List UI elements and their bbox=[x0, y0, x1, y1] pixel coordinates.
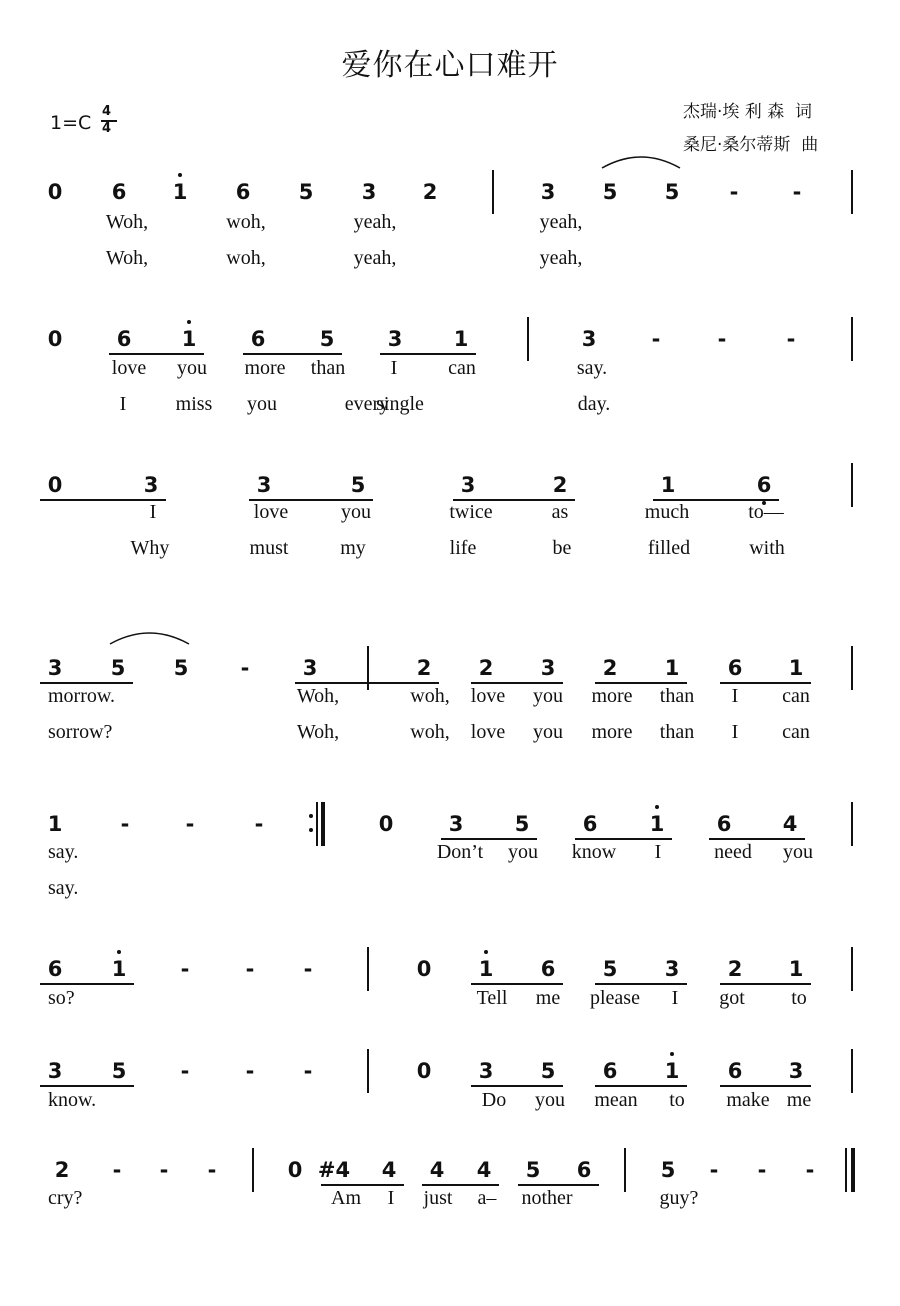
lyric-verse-2: yeah, bbox=[539, 247, 583, 269]
note: - bbox=[245, 957, 255, 981]
lyric-verse-1: you bbox=[535, 1089, 565, 1111]
note: 6 bbox=[47, 957, 63, 981]
lyric-verse-1: as bbox=[551, 501, 569, 523]
note: 1 bbox=[453, 327, 469, 351]
note: 1 bbox=[478, 957, 494, 981]
note: 1 bbox=[660, 473, 676, 497]
eighth-beam bbox=[575, 838, 672, 840]
note: - bbox=[303, 957, 313, 981]
lyric-verse-1: know. bbox=[48, 1089, 97, 1111]
bar-line bbox=[851, 463, 853, 507]
lyric-verse-2: woh, bbox=[226, 247, 266, 269]
lyric-verse-1: Don’t bbox=[436, 841, 484, 863]
lyric-verse-1: nother bbox=[521, 1187, 573, 1209]
lyric-verse-2: with bbox=[749, 537, 785, 559]
octave-dot-high bbox=[178, 173, 182, 177]
note: - bbox=[180, 1059, 190, 1083]
octave-dot-high bbox=[117, 950, 121, 954]
note: 0 bbox=[378, 812, 394, 836]
repeat-bar-thin bbox=[316, 802, 318, 846]
note: 4 bbox=[381, 1158, 397, 1182]
note: 5 bbox=[298, 180, 314, 204]
lyric-verse-2: Woh, bbox=[296, 721, 340, 743]
lyric-verse-1: me bbox=[535, 987, 561, 1009]
lyric-verse-2: must bbox=[249, 537, 289, 559]
eighth-beam bbox=[422, 1184, 499, 1186]
note: 5 bbox=[350, 473, 366, 497]
note: 3 bbox=[478, 1059, 494, 1083]
eighth-beam bbox=[321, 1184, 404, 1186]
bar-line bbox=[367, 947, 369, 991]
note: - bbox=[303, 1059, 313, 1083]
eighth-beam bbox=[518, 1184, 599, 1186]
note: 2 bbox=[54, 1158, 70, 1182]
note: 3 bbox=[664, 957, 680, 981]
lyric-verse-1: love bbox=[111, 357, 147, 379]
lyric-verse-1: I bbox=[390, 357, 398, 379]
note: 2 bbox=[602, 656, 618, 680]
note: 2 bbox=[422, 180, 438, 204]
eighth-beam bbox=[720, 682, 811, 684]
octave-dot-high bbox=[187, 320, 191, 324]
lyric-verse-1: yeah, bbox=[539, 211, 583, 233]
bar-line bbox=[851, 947, 853, 991]
note: 6 bbox=[235, 180, 251, 204]
note: 4 bbox=[782, 812, 798, 836]
lyric-verse-1: can bbox=[782, 685, 810, 707]
lyric-verse-1: love bbox=[253, 501, 289, 523]
lyric-verse-1: woh, bbox=[226, 211, 266, 233]
note: 2 bbox=[416, 656, 432, 680]
note: - bbox=[729, 180, 739, 204]
lyric-verse-1: guy? bbox=[659, 1187, 699, 1209]
lyric-verse-1: can bbox=[448, 357, 476, 379]
lyric-verse-1: you bbox=[508, 841, 538, 863]
note: 5 bbox=[540, 1059, 556, 1083]
note: 6 bbox=[727, 1059, 743, 1083]
bar-line bbox=[624, 1148, 626, 1192]
note: 1 bbox=[181, 327, 197, 351]
note: 0 bbox=[47, 180, 63, 204]
lyric-verse-1: woh, bbox=[410, 685, 450, 707]
lyric-verse-2: love bbox=[470, 721, 506, 743]
note: 1 bbox=[788, 957, 804, 981]
note: 1 bbox=[47, 812, 63, 836]
bar-line bbox=[367, 646, 369, 690]
lyric-verse-2: more bbox=[591, 721, 633, 743]
lyric-verse-2: than bbox=[659, 721, 695, 743]
note: 4 bbox=[429, 1158, 445, 1182]
slur-arc bbox=[108, 628, 191, 646]
note: 6 bbox=[582, 812, 598, 836]
note: 6 bbox=[602, 1059, 618, 1083]
time-signature-numerator: 4 bbox=[102, 104, 112, 119]
lyric-verse-2: filled bbox=[647, 537, 691, 559]
note: 5 bbox=[664, 180, 680, 204]
bar-line bbox=[851, 1049, 853, 1093]
lyric-verse-1: to bbox=[669, 1089, 685, 1111]
note: - bbox=[792, 180, 802, 204]
note: 1 bbox=[788, 656, 804, 680]
lyric-verse-2: Woh, bbox=[105, 247, 149, 269]
note: 3 bbox=[788, 1059, 804, 1083]
eighth-beam bbox=[595, 983, 687, 985]
note: 6 bbox=[716, 812, 732, 836]
note: - bbox=[805, 1158, 815, 1182]
eighth-beam bbox=[709, 838, 805, 840]
note: 3 bbox=[387, 327, 403, 351]
eighth-beam bbox=[109, 353, 204, 355]
note: 3 bbox=[47, 656, 63, 680]
repeat-dot bbox=[309, 828, 313, 832]
lyric-verse-1: morrow. bbox=[48, 685, 116, 707]
lyric-verse-1: than bbox=[310, 357, 346, 379]
lyric-verse-1: much bbox=[644, 501, 690, 523]
note: 6 bbox=[727, 656, 743, 680]
note: 3 bbox=[540, 180, 556, 204]
lyric-verse-1: Am bbox=[331, 1187, 361, 1209]
lyric-verse-1: I bbox=[654, 841, 662, 863]
lyric-verse-1: Woh, bbox=[105, 211, 149, 233]
note: - bbox=[709, 1158, 719, 1182]
lyric-verse-1: just bbox=[423, 1187, 453, 1209]
note: - bbox=[245, 1059, 255, 1083]
bar-line bbox=[492, 170, 494, 214]
lyric-verse-1: you bbox=[341, 501, 371, 523]
lyric-verse-1: say. bbox=[48, 841, 79, 863]
octave-dot-high bbox=[655, 805, 659, 809]
lyric-verse-1: love bbox=[470, 685, 506, 707]
note: 1 bbox=[649, 812, 665, 836]
note: 6 bbox=[756, 473, 772, 497]
lyric-verse-2: sorrow? bbox=[48, 721, 113, 743]
note: 3 bbox=[47, 1059, 63, 1083]
note: - bbox=[786, 327, 796, 351]
note: 6 bbox=[576, 1158, 592, 1182]
eighth-beam bbox=[471, 983, 563, 985]
lyric-verse-1: you bbox=[783, 841, 813, 863]
lyric-verse-1: more bbox=[244, 357, 286, 379]
eighth-beam bbox=[595, 1085, 687, 1087]
eighth-beam bbox=[471, 1085, 563, 1087]
lyric-verse-2: every bbox=[344, 393, 390, 415]
bar-line bbox=[851, 802, 853, 846]
note: 0 bbox=[47, 473, 63, 497]
lyric-verse-2: can bbox=[782, 721, 810, 743]
lyric-verse-2: life bbox=[449, 537, 477, 559]
lyric-verse-2: you bbox=[533, 721, 563, 743]
lyric-verse-2: yeah, bbox=[353, 247, 397, 269]
note: 5 bbox=[525, 1158, 541, 1182]
eighth-beam bbox=[40, 1085, 134, 1087]
note: - bbox=[112, 1158, 122, 1182]
octave-dot-high bbox=[670, 1052, 674, 1056]
lyric-verse-1: than bbox=[659, 685, 695, 707]
lyric-verse-1: need bbox=[714, 841, 752, 863]
lyric-verse-1: know bbox=[571, 841, 617, 863]
note: 4 bbox=[476, 1158, 492, 1182]
note: 6 bbox=[111, 180, 127, 204]
note: 5 bbox=[111, 1059, 127, 1083]
bar-line bbox=[527, 317, 529, 361]
lyric-verse-1: a– bbox=[477, 1187, 497, 1209]
eighth-beam bbox=[243, 353, 342, 355]
slur-arc bbox=[600, 152, 682, 170]
octave-dot-high bbox=[484, 950, 488, 954]
note: 3 bbox=[143, 473, 159, 497]
note: #4 bbox=[317, 1158, 351, 1182]
repeat-bar-thick bbox=[321, 802, 325, 846]
note: 0 bbox=[416, 1059, 432, 1083]
note: 0 bbox=[287, 1158, 303, 1182]
note: 0 bbox=[47, 327, 63, 351]
lyric-verse-2: miss bbox=[175, 393, 213, 415]
note: 3 bbox=[361, 180, 377, 204]
note: 5 bbox=[514, 812, 530, 836]
lyric-verse-1: Tell bbox=[476, 987, 508, 1009]
note: 5 bbox=[660, 1158, 676, 1182]
eighth-beam bbox=[40, 983, 134, 985]
lyric-verse-1: Woh, bbox=[296, 685, 340, 707]
lyric-verse-2: you bbox=[247, 393, 277, 415]
note: 6 bbox=[540, 957, 556, 981]
eighth-beam bbox=[441, 838, 537, 840]
note: - bbox=[120, 812, 130, 836]
final-bar-thin bbox=[845, 1148, 847, 1192]
note: - bbox=[185, 812, 195, 836]
bar-line bbox=[851, 170, 853, 214]
key-signature: 1=C bbox=[50, 112, 92, 134]
note: - bbox=[254, 812, 264, 836]
lyric-verse-1: so? bbox=[48, 987, 75, 1009]
note: 6 bbox=[250, 327, 266, 351]
eighth-beam bbox=[40, 682, 133, 684]
note: 5 bbox=[602, 957, 618, 981]
lyric-verse-1: please bbox=[590, 987, 640, 1009]
lyric-verse-1: yeah, bbox=[353, 211, 397, 233]
lyric-verse-1: Do bbox=[481, 1089, 507, 1111]
lyric-verse-2: say. bbox=[48, 877, 79, 899]
lyricist-credit: 杰瑞·埃 利 森 词 bbox=[683, 102, 813, 122]
lyric-verse-1: more bbox=[591, 685, 633, 707]
lyric-verse-2: I bbox=[119, 393, 127, 415]
note: 1 bbox=[664, 1059, 680, 1083]
bar-line bbox=[252, 1148, 254, 1192]
note: 3 bbox=[302, 656, 318, 680]
song-title: 爱你在心口难开 bbox=[341, 48, 559, 83]
note: 5 bbox=[319, 327, 335, 351]
lyric-verse-1: I bbox=[731, 685, 739, 707]
lyric-verse-1: to— bbox=[748, 501, 784, 523]
lyric-verse-1: I bbox=[149, 501, 157, 523]
lyric-verse-2: my bbox=[340, 537, 366, 559]
lyric-verse-1: got bbox=[719, 987, 745, 1009]
eighth-beam bbox=[595, 682, 687, 684]
final-bar-thick bbox=[851, 1148, 855, 1192]
note: - bbox=[180, 957, 190, 981]
eighth-beam bbox=[471, 682, 563, 684]
lyric-verse-1: make bbox=[726, 1089, 770, 1111]
bar-line bbox=[851, 317, 853, 361]
lyric-verse-2: single bbox=[376, 393, 424, 415]
lyric-verse-1: cry? bbox=[48, 1187, 83, 1209]
lyric-verse-1: to bbox=[791, 987, 807, 1009]
note: 2 bbox=[478, 656, 494, 680]
note: 1 bbox=[172, 180, 188, 204]
composer-credit: 桑尼·桑尔蒂斯 曲 bbox=[683, 135, 819, 155]
note: - bbox=[159, 1158, 169, 1182]
lyric-verse-1: mean bbox=[594, 1089, 638, 1111]
lyric-verse-1: I bbox=[387, 1187, 395, 1209]
lyric-verse-1: you bbox=[533, 685, 563, 707]
lyric-verse-1: twice bbox=[449, 501, 493, 523]
eighth-beam bbox=[720, 983, 811, 985]
lyric-verse-1: me bbox=[786, 1089, 812, 1111]
note: 2 bbox=[727, 957, 743, 981]
note: 6 bbox=[116, 327, 132, 351]
lyric-verse-2: day. bbox=[577, 393, 611, 415]
lyric-verse-2: woh, bbox=[410, 721, 450, 743]
time-signature-denominator: 4 bbox=[102, 121, 112, 136]
note: 1 bbox=[111, 957, 127, 981]
repeat-dot bbox=[309, 814, 313, 818]
note: - bbox=[240, 656, 250, 680]
eighth-beam bbox=[380, 353, 476, 355]
note: 0 bbox=[416, 957, 432, 981]
note: - bbox=[207, 1158, 217, 1182]
lyric-verse-1: you bbox=[177, 357, 207, 379]
note: 3 bbox=[540, 656, 556, 680]
note: 3 bbox=[448, 812, 464, 836]
note: - bbox=[757, 1158, 767, 1182]
lyric-verse-2: Why bbox=[130, 537, 170, 559]
note: 2 bbox=[552, 473, 568, 497]
note: 5 bbox=[110, 656, 126, 680]
lyric-verse-2: I bbox=[731, 721, 739, 743]
note: 5 bbox=[602, 180, 618, 204]
note: 3 bbox=[581, 327, 597, 351]
note: 1 bbox=[664, 656, 680, 680]
bar-line bbox=[851, 646, 853, 690]
lyric-verse-1: say. bbox=[576, 357, 608, 379]
note: - bbox=[651, 327, 661, 351]
eighth-beam bbox=[720, 1085, 811, 1087]
note: 5 bbox=[173, 656, 189, 680]
note: 3 bbox=[460, 473, 476, 497]
note: - bbox=[717, 327, 727, 351]
lyric-verse-1: I bbox=[671, 987, 679, 1009]
bar-line bbox=[367, 1049, 369, 1093]
lyric-verse-2: be bbox=[552, 537, 572, 559]
note: 3 bbox=[256, 473, 272, 497]
